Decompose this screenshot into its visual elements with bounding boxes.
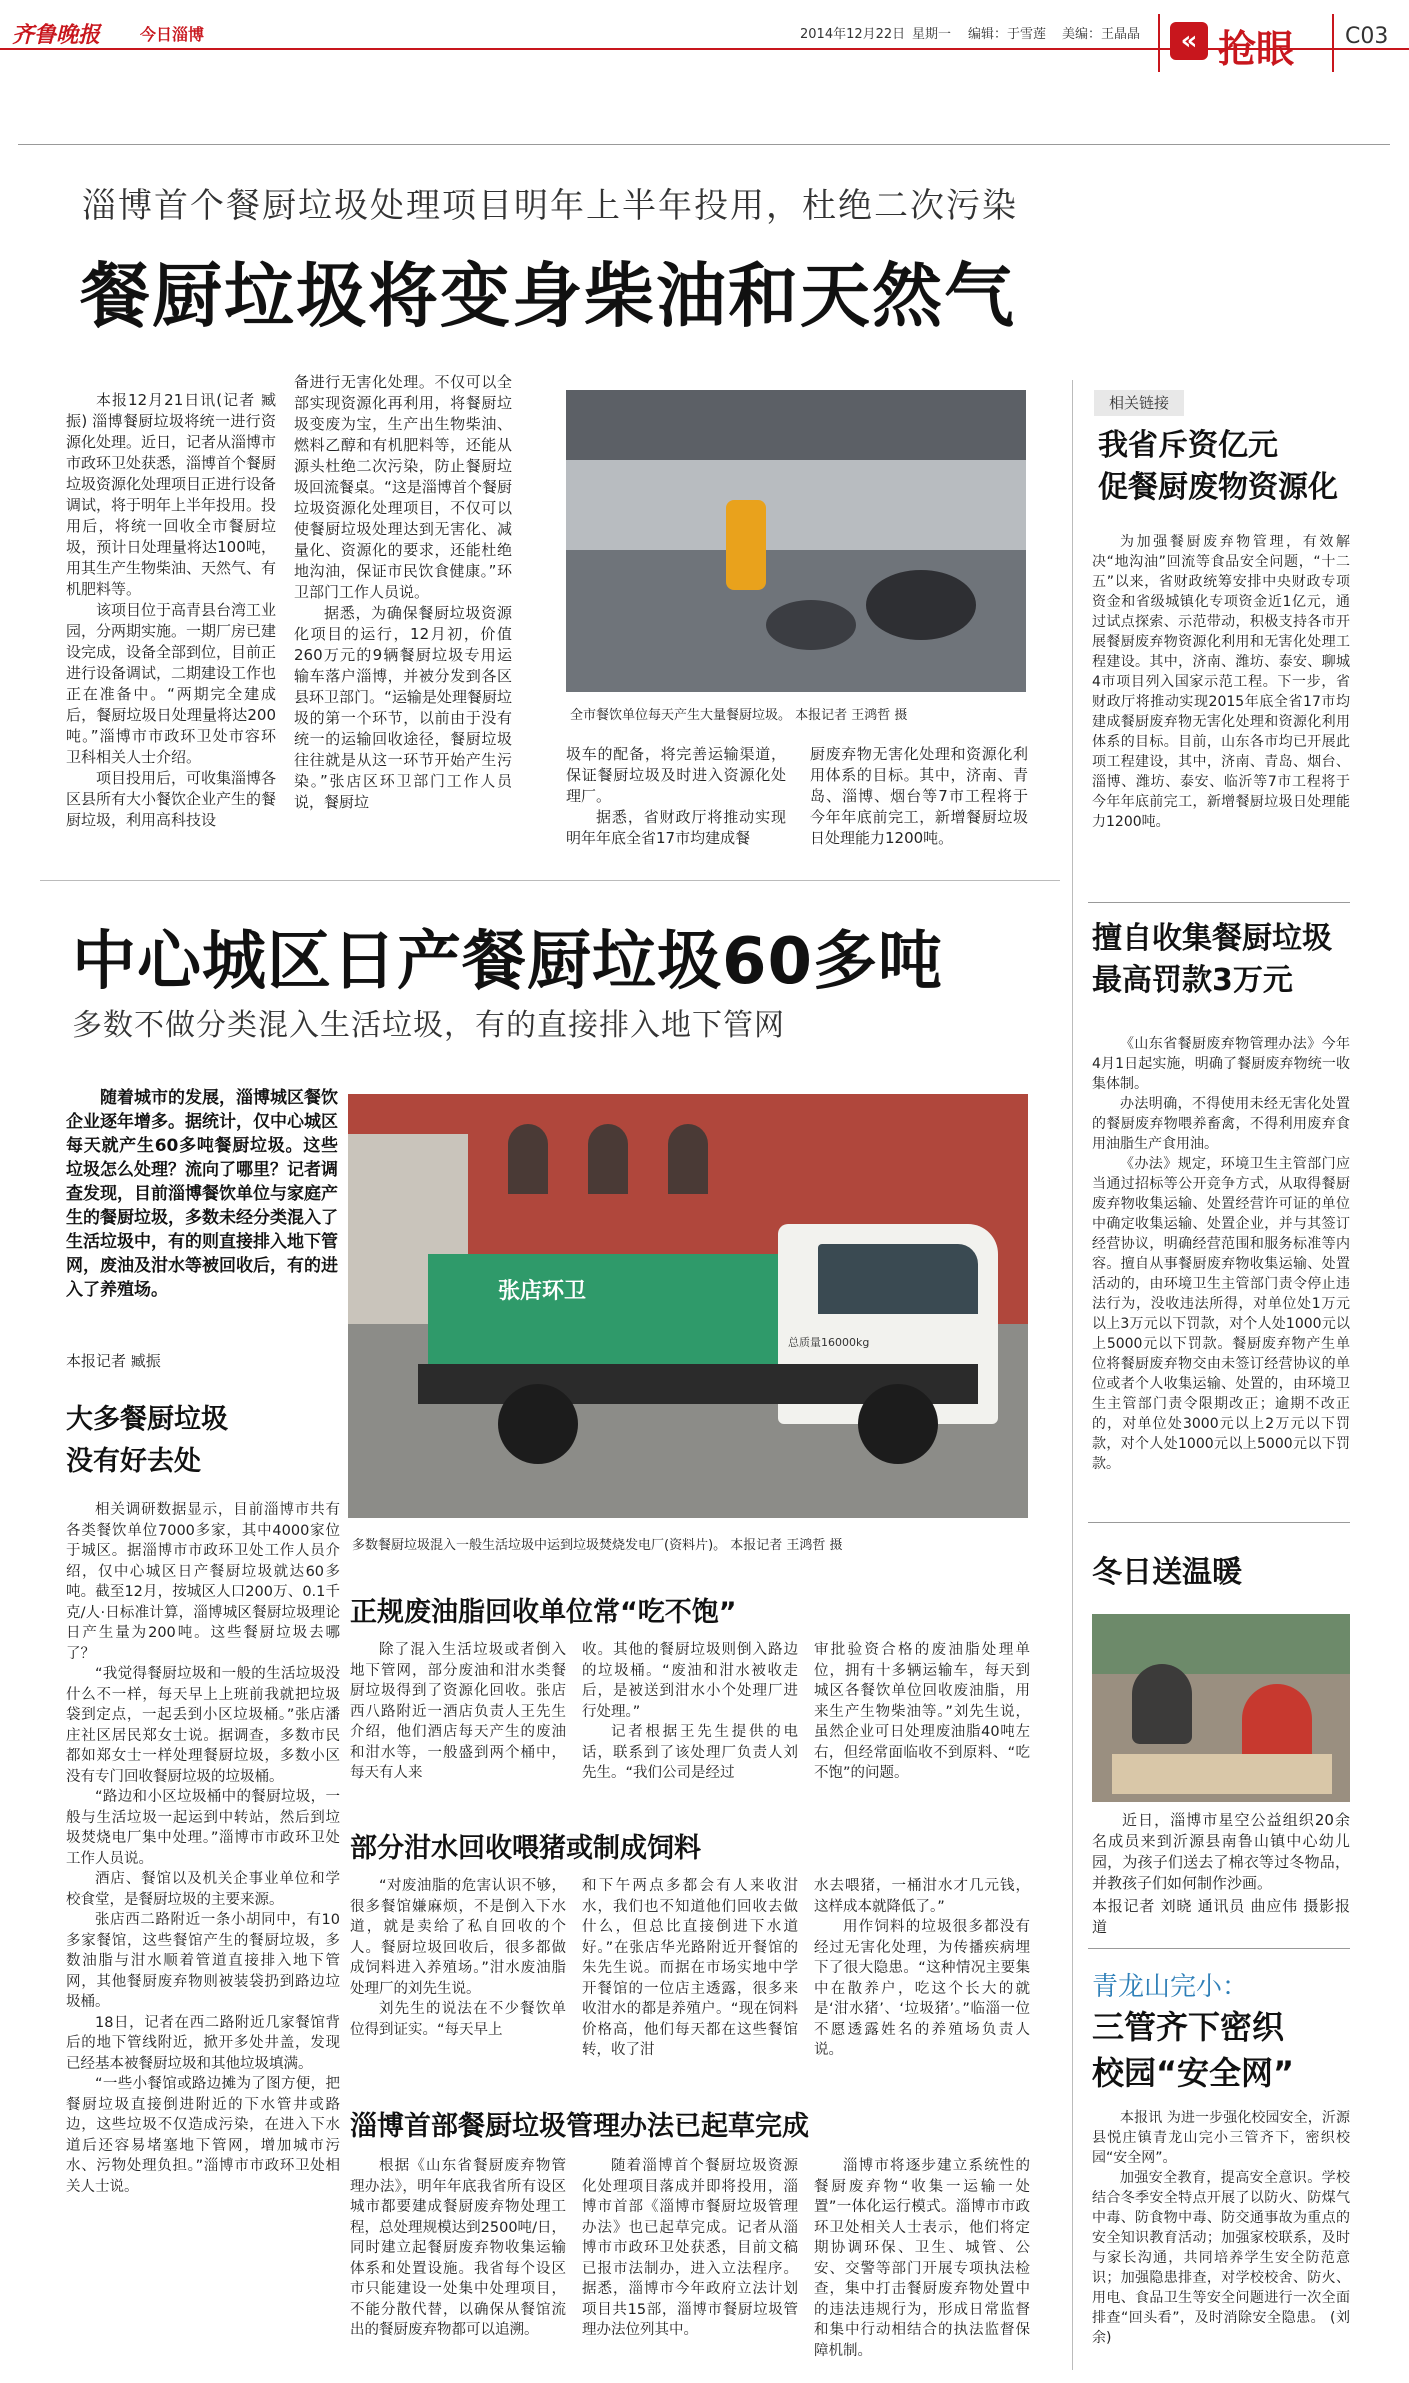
truck-photo-caption: 多数餐厨垃圾混入一般生活垃圾中运到垃圾焚烧发电厂(资料片)。 本报记者 王鸿哲 摄 — [352, 1538, 843, 1553]
story1-col3: 圾车的配备，将完善运输渠道，保证餐厨垃圾及时进入资源化处理厂。 据悉，省财政厅将推动实现明年年底全省17市均建成餐 — [566, 745, 786, 847]
sidebar1-text: 为加强餐厨废弃物管理，有效解决“地沟油”回流等食品安全问题，“十二五”以来，省财政统筹安排中央财政专项资金和省级城镇化专项资金近1亿元，通过试点探索、示范带动，积极支持各市开展餐厨废弃物资源化利用和无害化处理工程建设。其中，济南、潍坊、泰安、聊城4市项目列入国家示范工程。下一步，省财政厅将推动实现2015年底全省17市均建成餐厨废弃物无害化处理和资源化利用体系的目标。目前，山东各市均已开展此项工程建设，其中，济南、青岛、烟台、淄博、潍坊、泰安、临沂等7市工程将于今年年底前完工，新增餐厨垃圾日处理能力1200吨。 — [1092, 534, 1350, 830]
story2-lead: 随着城市的发展，淄博城区餐饮企业逐年增多。据统计，仅中心城区每天就产生60多吨餐厨垃圾。这些垃圾怎么处理？流向了哪里？记者调查发现，目前淄博餐饮单位与家庭产生的餐厨垃圾，多数未经分类混入了生活垃圾中，有的则直接排入地下管网，废油及泔水等被回收后，有的进入了养殖场。 — [66, 1088, 338, 1300]
subhead-2: 正规废油脂回收单位常“吃不饱” — [350, 1597, 737, 1628]
double-chevron-icon: « — [1170, 22, 1208, 60]
truck-door-text: 张店环卫 — [498, 1279, 587, 1304]
section-name: 抢眼 — [1218, 26, 1295, 71]
sub4-col3: 淄博市将逐步建立系统性的餐厨废弃物“收集一运输一处置”一体化运行模式。淄博市市政环卫处相关人士表示，他们将定期协调环保、卫生、城管、公安、交警等部门开展专项执法检查，集中打击餐厨废弃物处置中的违法违规行为，形成日常监督和集中行动相结合的执法监督保障机制。 — [814, 2158, 1030, 2359]
sidebar-divider — [1088, 902, 1350, 903]
sub2-col2: 收。其他的餐厨垃圾则倒入路边的垃圾桶。“废油和泔水被收走后，是被送到泔水小个处理厂进行处理。” 记者根据王先生提供的电话，联系到了该处理厂负责人刘先生。“我们公司是经过 — [582, 1642, 798, 1781]
story1-col4: 厨废弃物无害化处理和资源化利用体系的目标。其中，济南、青岛、淄博、烟台等7市工程将于今年年底前完工，新增餐厨垃圾日处理能力1200吨。 — [810, 745, 1028, 847]
sidebar4-text: 本报讯 为进一步强化校园安全，沂源县悦庄镇青龙山完小三管齐下，密织校园“安全网”。 加强安全教育，提高安全意识。学校结合冬季安全特点开展了以防火、防煤气中毒、防食物中毒、防交通事故为重点的安全知识教育活动；加强家校联系，及时与家长沟通，共同培养学生安全防范意识；加强隐患排查，对学校校舍、防火、用电、食品卫生等安全问题进行一次全面排查“回头看”，及时消除安全隐患。 (刘余) — [1092, 2110, 1350, 2346]
story2-headline: 中心城区日产餐厨垃圾60多吨 — [72, 925, 944, 999]
related-link-label: 相关链接 — [1094, 390, 1184, 416]
art-editor-credit: 美编：王晶晶 — [1062, 27, 1141, 42]
story2-left-col: 相关调研数据显示，目前淄博市共有各类餐饮单位7000多家，其中4000家位于城区。据淄博市市政环卫处工作人员介绍，仅中心城区日产餐厨垃圾就达60多吨。截至12月，按城区人口200万、0.1千克/人·日标准计算，淄博城区餐厨垃圾理论日产生量为200吨。这些餐厨垃圾去哪了？ “我觉得餐厨垃圾和一般的生活垃圾没什么不一样，每天早上上班前我就把垃圾袋到定点，一起丢到小区垃圾桶。”张店潘庄社区居民郑女士说。据调查，多数市民都如郑女士一样处理餐厨垃圾，多数小区没有专门回收餐厨垃圾的垃圾桶。 “路边和小区垃圾桶中的餐厨垃圾，一般与生活垃圾一起运到中转站，然后到垃圾焚烧电厂集中处理。”淄博市市政环卫处工作人员说。 酒店、餐馆以及机关企事业单位和学校食堂，是餐厨垃圾的主要来源。 张店西二路附近一条小胡同中，有10多家餐馆，这些餐馆产生的餐厨垃圾，多数油脂与泔水顺着管道直接排入地下管网，其他餐厨废弃物则被装袋扔到路边垃圾桶。 18日，记者在西二路附近几家餐馆背后的地下管线附近，掀开多处井盖，发现已经基本被餐厨垃圾和其他垃圾填满。 “一些小餐馆或路边摊为了图方便，把餐厨垃圾直接倒进附近的下水管井或路边，这些垃圾不仅造成污染，在进入下水道后还容易堵塞地下管网，增加城市污水、污物处理负担。”淄博市市政环卫处相关人士说。 — [66, 1502, 340, 2195]
sub2-col1: 除了混入生活垃圾或者倒入地下管网，部分废油和泔水类餐厨垃圾得到了资源化回收。张店西八路附近一酒店负责人王先生介绍，他们酒店每天产生的废油和泔水等，一般盛到两个桶中，每天有人来 — [350, 1642, 566, 1781]
story-divider — [40, 880, 1060, 881]
kitchen-photo — [566, 390, 1026, 692]
subhead-3: 部分泔水回收喂猪或制成饲料 — [350, 1833, 701, 1864]
story1-col2: 备进行无害化处理。不仅可以全部实现资源化再利用，将餐厨垃圾变废为宝，生产出生物柴油、燃料乙醇和有机肥料等，还能从源头杜绝二次污染，防止餐厨垃圾回流餐桌。“这是淄博首个餐厨垃圾资源化处理项目，不仅可以使餐厨垃圾处理达到无害化、减量化、资源化的要求，还能杜绝地沟油，保证市民饮食健康。”环卫部门工作人员说。 据悉，为确保餐厨垃圾资源化项目的运行，12月初，价值260万元的9辆餐厨垃圾专用运输车落户淄博，并被分发到各区县环卫部门。“运输是处理餐厨垃圾的第一个环节，以前由于没有统一的运输回收途径，餐厨垃圾往往就是从这一环节开始产生污染。”张店区环卫部门工作人员说，餐厨垃 — [294, 373, 512, 811]
sidebar3-byline: 本报记者 刘晓 通讯员 曲应伟 摄影报道 — [1092, 1897, 1350, 1936]
sidebar-divider — [1088, 1522, 1350, 1523]
sidebar1-headline-1: 我省斥资亿元 — [1098, 428, 1278, 463]
sub3-col2: 和下午两点多都会有人来收泔水，我们也不知道他们回收去做什么，但总比直接倒进下水道好。”在张店华光路附近开餐馆的朱先生说。而据在市场实地中学开餐馆的一位店主透露，很多来收泔水的都是养殖户。“现在饲料价格高，他们每天都在这些餐馆转，收了泔 — [582, 1878, 798, 2058]
sidebar2-headline-1: 擅自收集餐厨垃圾 — [1092, 921, 1332, 956]
issue-weekday: 星期一 — [912, 27, 952, 42]
editor-credit: 编辑：于雪莲 — [968, 27, 1047, 42]
sub4-col1: 根据《山东省餐厨废弃物管理办法》，明年年底我省所有设区城市都要建成餐厨废弃物处理工程，总处理规模达到2500吨/日，同时建立起餐厨废弃物收集运输体系和处置设施。我省每个设区市只能建设一处集中处理项目，不能分散代替，以确保从餐馆流出的餐厨废弃物都可以追溯。 — [350, 2158, 566, 2338]
sidebar2-text: 《山东省餐厨废弃物管理办法》今年4月1日起实施，明确了餐厨废弃物统一收集体制。 办法明确，不得使用未经无害化处置的餐厨废弃物喂养畜禽，不得利用废弃食用油脂生产食用油。 《办法》规定，环境卫生主管部门应当通过招标等公开竞争方式，从取得餐厨废弃物收集运输、处置经营许可证的单位中确定收集运输、处置企业，并与其签订经营协议，明确经营范围和服务标准等内容。擅自从事餐厨废弃物收集运输、处置活动的，由环境卫生主管部门责令停止违法行为，没收违法所得，对单位处1万元以上3万元以下罚款，对个人处1000元以上5000元以下罚款。餐厨废弃物产生单位将餐厨废弃物交由未签订经营协议的单位或者个人收集运输、处置的，由环境卫生主管部门责令限期改正；逾期不改正的，对单位处3000元以上2万元以下罚款，对个人处1000元以上5000元以下罚款。 — [1092, 1036, 1350, 1472]
sidebar-divider — [1088, 1948, 1350, 1949]
subhead-1-line-2: 没有好去处 — [66, 1446, 201, 1477]
subhead-4: 淄博首部餐厨垃圾管理办法已起草完成 — [350, 2111, 809, 2142]
charity-photo — [1092, 1614, 1350, 1802]
column-divider — [1072, 380, 1073, 2370]
story2-kicker: 多数不做分类混入生活垃圾，有的直接排入地下管网 — [72, 1008, 785, 1043]
issue-date: 2014年12月22日 — [800, 27, 906, 42]
sub2-col3: 审批验资合格的废油脂处理单位，拥有十多辆运输车，每天到城区各餐饮单位回收废油脂，用来生产生物柴油等。”刘先生说，虽然企业可日处理废油脂40吨左右，但经常面临收不到原料、“吃不饱”的问题。 — [814, 1642, 1030, 1781]
sidebar4-headline-2: 校园“安全网” — [1092, 2054, 1295, 2092]
sidebar1-headline-2: 促餐厨废物资源化 — [1098, 470, 1338, 505]
sidebar4-headline-1: 三管齐下密织 — [1092, 2008, 1285, 2046]
story2-byline: 本报记者 臧振 — [66, 1352, 161, 1370]
truck-weight-text: 总质量16000kg — [788, 1336, 870, 1349]
sub4-col2: 随着淄博首个餐厨垃圾资源化处理项目落成并即将投用，淄博市首部《淄博市餐厨垃圾管理办法》也已起草完成。记者从淄博市市政环卫处获悉，目前文稿已报市法制办，进入立法程序。据悉，淄博市今年政府立法计划项目共15部，淄博市餐厨垃圾管理办法位列其中。 — [582, 2158, 798, 2338]
sidebar3-caption: 近日，淄博市星空公益组织20余名成员来到沂源县南鲁山镇中心幼儿园，为孩子们送去了棉衣等过冬物品，并教孩子们如何制作沙画。 — [1092, 1811, 1350, 1892]
sidebar4-tag: 青龙山完小： — [1092, 1972, 1249, 2002]
edition-name: 今日淄博 — [140, 25, 205, 44]
sub3-col1: “对废油脂的危害认识不够，很多餐馆嫌麻烦，不是倒入下水道，就是卖给了私自回收的个人。餐厨垃圾回收后，很多都做成饲料进入养殖场。”泔水废油脂处理厂的刘先生说。 刘先生的说法在不少餐饮单位得到证实。“每天早上 — [350, 1878, 566, 2038]
story1-kicker: 淄博首个餐厨垃圾处理项目明年上半年投用，杜绝二次污染 — [82, 186, 1018, 226]
story1-headline: 餐厨垃圾将变身柴油和天然气 — [80, 255, 1016, 337]
subhead-1-line-1: 大多餐厨垃圾 — [66, 1404, 228, 1435]
sub3-col3: 水去喂猪，一桶泔水才几元钱，这样成本就降低了。” 用作饲料的垃圾很多都没有经过无害化处理，为传播疾病埋下了很大隐患。“这种情况主要集中在散养户，吃这个长大的就是‘泔水猪’、‘垃圾猪’。”临淄一位不愿透露姓名的养殖场负责人说。 — [814, 1878, 1030, 2058]
masthead: 齐鲁晚报 — [12, 23, 101, 48]
kitchen-photo-caption: 全市餐饮单位每天产生大量餐厨垃圾。 本报记者 王鸿哲 摄 — [570, 708, 908, 723]
sidebar2-headline-2: 最高罚款3万元 — [1092, 963, 1293, 998]
top-rule — [18, 144, 1390, 145]
story1-col1: 本报12月21日讯(记者 臧振) 淄博餐厨垃圾将统一进行资源化处理。近日，记者从淄博市市政环卫处获悉，淄博首个餐厨垃圾资源化处理项目正进行设备调试，将于明年上半年投用。投用后，将统一回收全市餐厨垃圾，预计日处理量将达100吨，用其生产生物柴油、天然气、有机肥料等。 该项目位于高青县台湾工业园，分两期实施。一期厂房已建设完成，设备全部到位，目前正进行设备调试，二期建设工作也正在准备中。“两期完全建成后，餐厨垃圾日处理量将达200吨。”淄博市市政环卫处市容环卫科相关人士介绍。 项目投用后，可收集淄博各区县所有大小餐饮企业产生的餐厨垃圾，利用高科技设 — [66, 391, 276, 829]
garbage-truck-photo — [348, 1094, 1028, 1518]
page-number: C03 — [1345, 24, 1389, 49]
sidebar3-headline: 冬日送温暖 — [1092, 1555, 1242, 1590]
